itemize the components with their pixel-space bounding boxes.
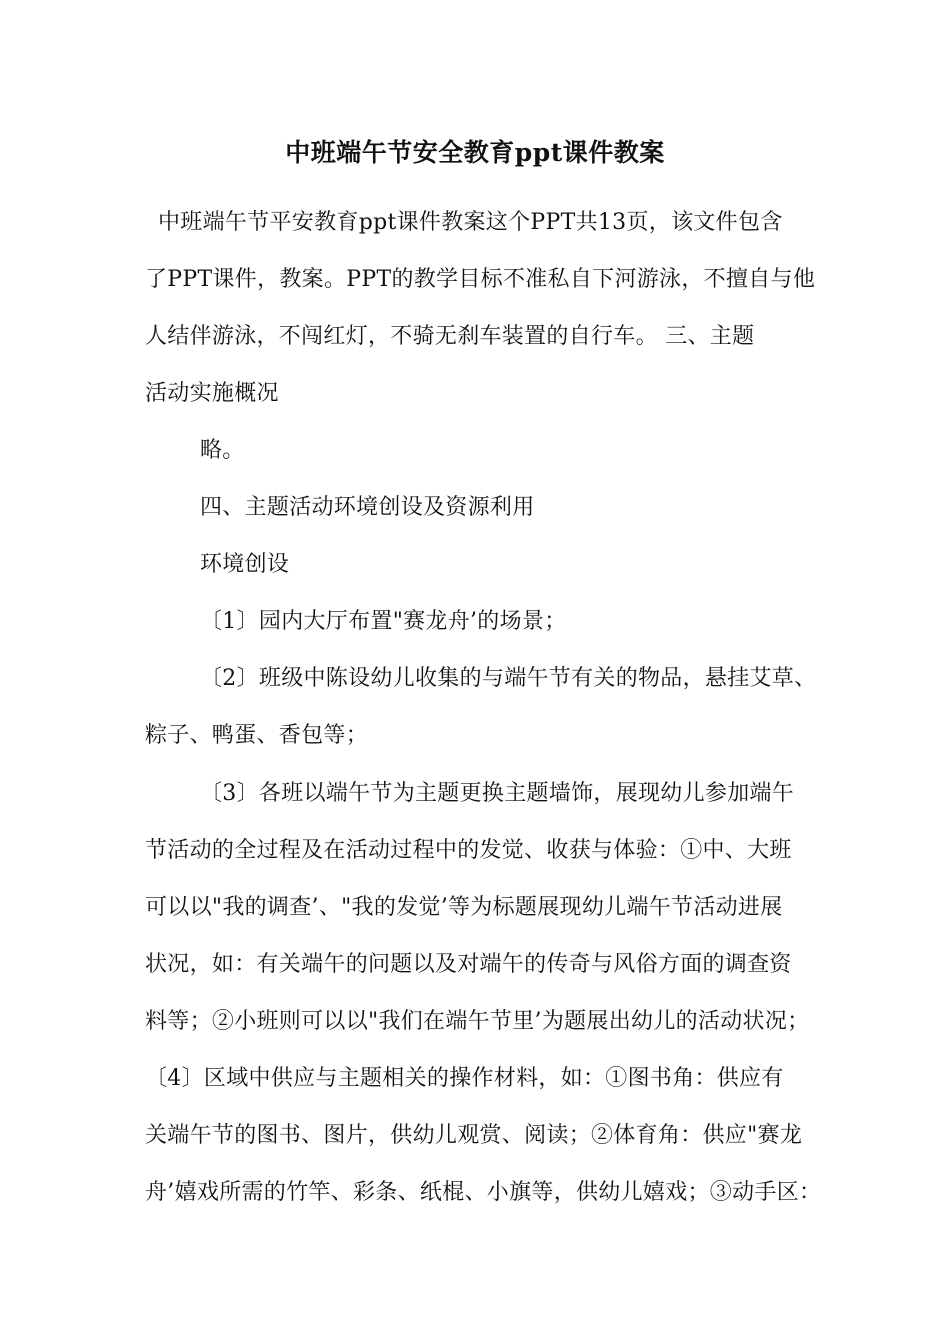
paragraph-line: 舟’嬉戏所需的竹竿、彩条、纸棍、小旗等，供幼儿嬉戏；③动手区： — [145, 1180, 822, 1205]
paragraph-line: 人结伴游泳，不闯红灯，不骑无刹车装置的自行车。 三、主题 — [145, 324, 755, 349]
paragraph-line: 料等；②小班则可以以"我们在端午节里’为题展出幼儿的活动状况； — [145, 1009, 810, 1034]
paragraph-line: 活动实施概况 — [145, 381, 279, 406]
paragraph-line: 中班端午节平安教育ppt课件教案这个PPT共13页，该文件包含 — [158, 210, 783, 235]
paragraph-line: 节活动的全过程及在活动过程中的发觉、收获与体验：①中、大班 — [145, 838, 792, 863]
paragraph-line: 了PPT课件，教案。PPT的教学目标不准私自下河游泳，不擅自与他 — [145, 267, 816, 292]
paragraph-line: 略。 — [200, 438, 245, 463]
paragraph-line: 可以以"我的调查’、"我的发觉’等为标题展现幼儿端午节活动进展 — [145, 895, 783, 920]
list-item: 〔2〕班级中陈设幼儿收集的与端午节有关的物品，悬挂艾草、 — [200, 666, 817, 691]
list-item: 〔3〕各班以端午节为主题更换主题墙饰，展现幼儿参加端午 — [200, 781, 795, 806]
paragraph-line: 关端午节的图书、图片，供幼儿观赏、阅读；②体育角：供应"赛龙 — [145, 1123, 803, 1148]
list-item: 〔4〕区域中供应与主题相关的操作材料，如：①图书角：供应有 — [145, 1066, 784, 1091]
document-title: 中班端午节安全教育ppt课件教案 — [285, 138, 665, 167]
section-heading: 四、主题活动环境创设及资源利用 — [200, 495, 535, 520]
paragraph-line: 状况，如：有关端午的问题以及对端午的传奇与风俗方面的调查资 — [145, 952, 792, 977]
paragraph-line: 粽子、鸭蛋、香包等； — [145, 723, 369, 748]
subsection-heading: 环境创设 — [200, 552, 290, 577]
list-item: 〔1〕园内大厅布置"赛龙舟’的场景； — [200, 609, 567, 634]
